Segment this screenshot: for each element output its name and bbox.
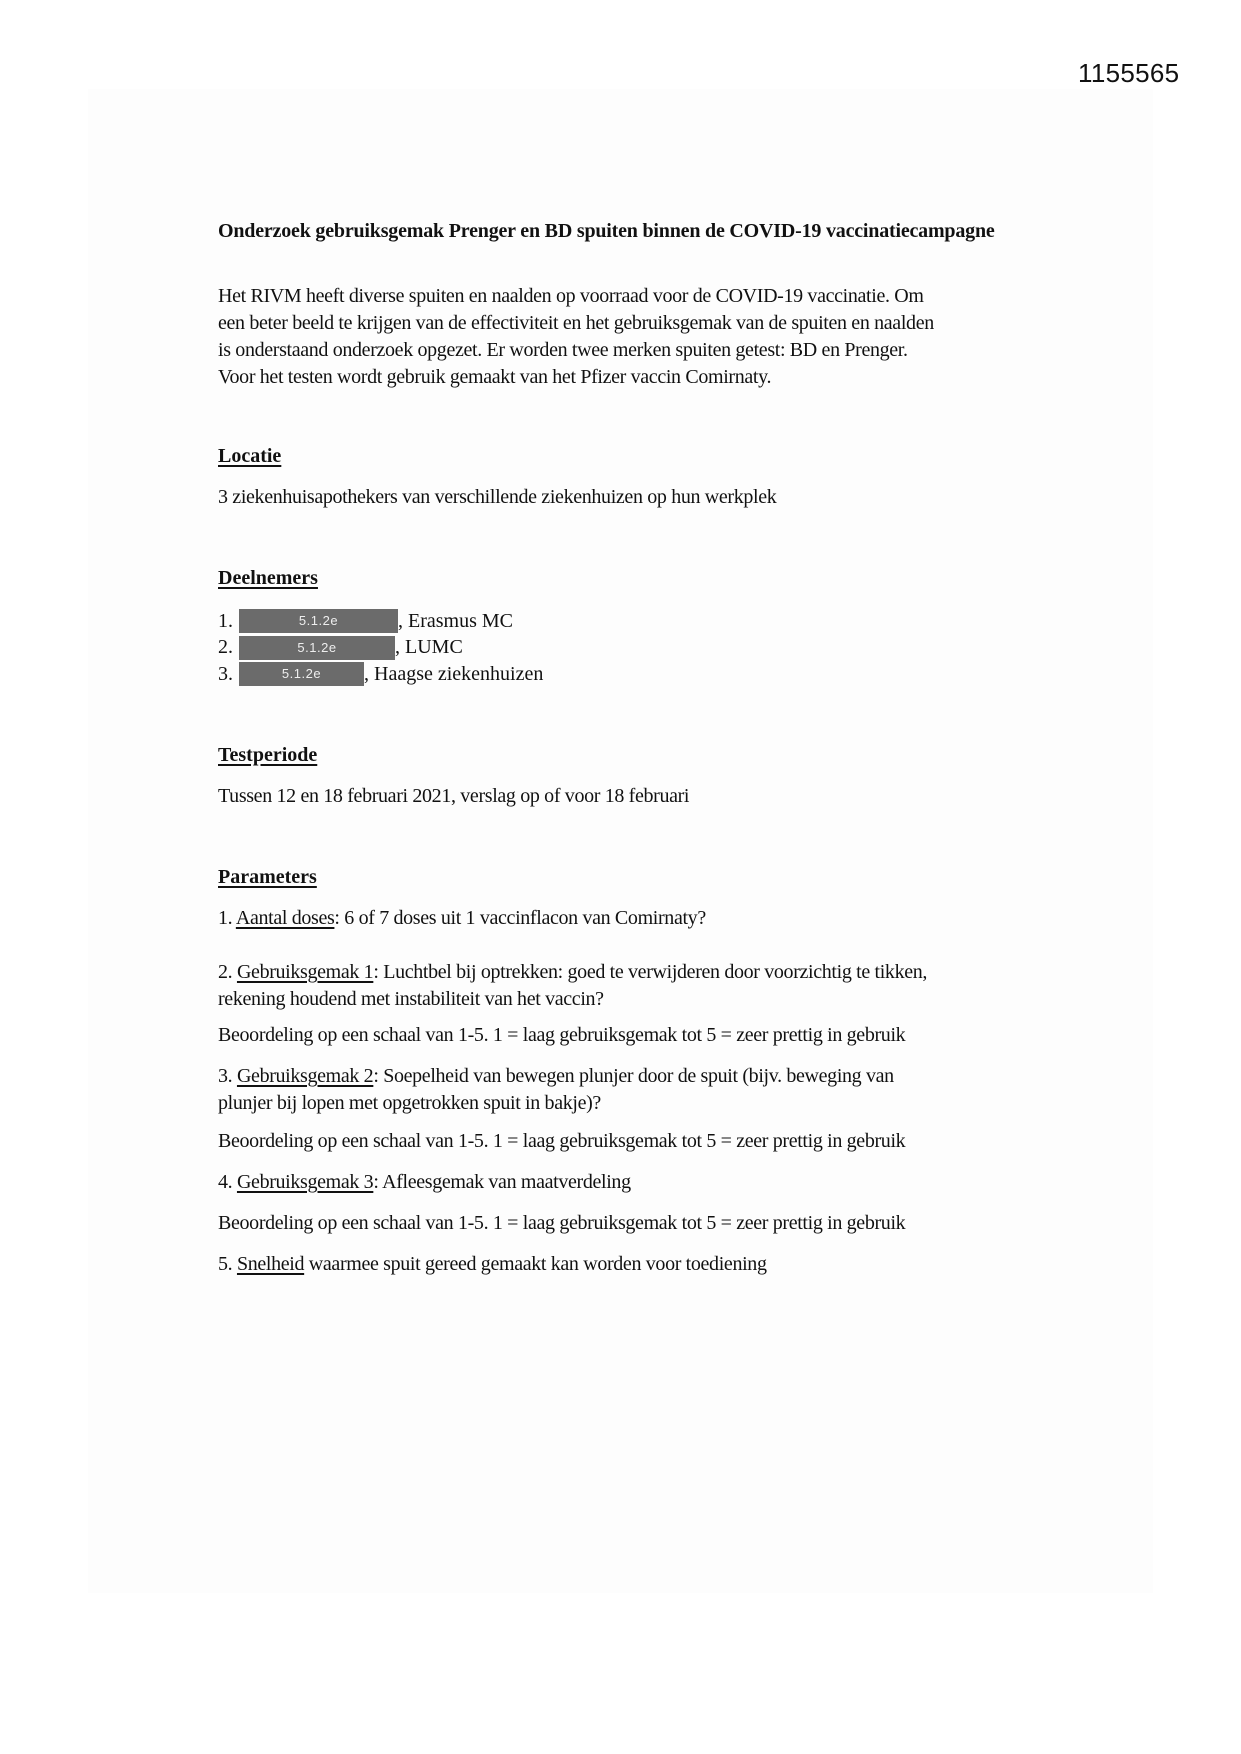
parameter-number: 3. bbox=[218, 1065, 237, 1087]
redaction-box: 5.1.2e bbox=[239, 609, 398, 633]
rating-note: Beoordeling op een schaal van 1-5. 1 = laag gebruiksgemak tot 5 = zeer prettig in gebruik bbox=[218, 1212, 906, 1234]
parameter-description: waarmee spuit gereed gemaakt kan worden voor toediening bbox=[304, 1253, 767, 1275]
parameter-item-1 bbox=[218, 905, 1038, 932]
parameter-description-cont: plunjer bij lopen met opgetrokken spuit in bakje)? bbox=[218, 1092, 601, 1114]
parameter-term: Gebruiksgemak 3 bbox=[236, 1171, 374, 1193]
parameters-heading: Parameters bbox=[218, 866, 317, 888]
participant-row bbox=[218, 608, 543, 635]
parameter-term: Gebruiksgemak 1 bbox=[236, 961, 374, 983]
intro-paragraph bbox=[218, 283, 1038, 391]
locatie-text: 3 ziekenhuisapothekers van verschillende ziekenhuizen op hun werkplek bbox=[218, 486, 777, 508]
document-id: 1155565 bbox=[1078, 58, 1180, 88]
deelnemers-heading: Deelnemers bbox=[218, 567, 318, 589]
parameter-term: Snelheid bbox=[236, 1253, 305, 1275]
document-title bbox=[218, 218, 1038, 245]
intro-line: Het RIVM heeft diverse spuiten en naalden op voorraad voor de COVID-19 vaccinatie. Om bbox=[218, 285, 924, 307]
parameter-number: 2. bbox=[218, 961, 237, 983]
intro-line: Voor het testen wordt gebruik gemaakt van het Pfizer vaccin Comirnaty. bbox=[218, 366, 772, 388]
parameter-number: 5. bbox=[218, 1253, 237, 1275]
deelnemers-list bbox=[218, 608, 543, 688]
parameter-item-5 bbox=[218, 1251, 1038, 1278]
rating-note: Beoordeling op een schaal van 1-5. 1 = laag gebruiksgemak tot 5 = zeer prettig in gebruik bbox=[218, 1130, 906, 1152]
intro-line: een beter beeld te krijgen van de effectiviteit en het gebruiksgemak van de spuiten en naalden bbox=[218, 312, 934, 334]
intro-line: is onderstaand onderzoek opgezet. Er worden twee merken spuiten getest: BD en Prenger. bbox=[218, 339, 908, 361]
parameter-item-2 bbox=[218, 959, 1038, 1013]
participant-affiliation: , Haagse ziekenhuizen bbox=[364, 662, 544, 685]
parameter-description: : Luchtbel bij optrekken: goed te verwijderen door voorzichtig te tikken, bbox=[373, 961, 928, 983]
redaction-box: 5.1.2e bbox=[239, 636, 395, 660]
participant-affiliation: , Erasmus MC bbox=[398, 609, 513, 632]
redaction-box: 5.1.2e bbox=[239, 662, 364, 686]
parameter-description: : 6 of 7 doses uit 1 vaccinflacon van Comirnaty? bbox=[334, 907, 706, 929]
parameter-number: 4. bbox=[218, 1171, 237, 1193]
participant-row bbox=[218, 635, 543, 662]
parameter-number: 1. bbox=[218, 907, 236, 929]
parameter-description-cont: rekening houdend met instabiliteit van het vaccin? bbox=[218, 988, 604, 1010]
document-title-text: Onderzoek gebruiksgemak Prenger en BD spuiten binnen de COVID-19 vaccinatiecampagne bbox=[218, 220, 995, 242]
parameter-description: : Soepelheid van bewegen plunjer door de spuit (bijv. beweging van bbox=[373, 1065, 894, 1087]
participant-number: 1. bbox=[218, 609, 233, 632]
parameter-item-4 bbox=[218, 1169, 1038, 1196]
locatie-heading: Locatie bbox=[218, 445, 282, 467]
parameter-term: Gebruiksgemak 2 bbox=[236, 1065, 374, 1087]
testperiode-text: Tussen 12 en 18 februari 2021, verslag op of voor 18 februari bbox=[218, 785, 690, 807]
participant-affiliation: , LUMC bbox=[395, 636, 463, 659]
parameter-description: : Afleesgemak van maatverdeling bbox=[373, 1171, 631, 1193]
parameter-item-3 bbox=[218, 1063, 1038, 1117]
participant-number: 2. bbox=[218, 636, 233, 659]
parameter-term: Aantal doses bbox=[235, 907, 335, 929]
participant-number: 3. bbox=[218, 662, 233, 685]
testperiode-heading: Testperiode bbox=[218, 744, 318, 766]
participant-row bbox=[218, 661, 543, 688]
rating-note: Beoordeling op een schaal van 1-5. 1 = laag gebruiksgemak tot 5 = zeer prettig in gebruik bbox=[218, 1024, 906, 1046]
